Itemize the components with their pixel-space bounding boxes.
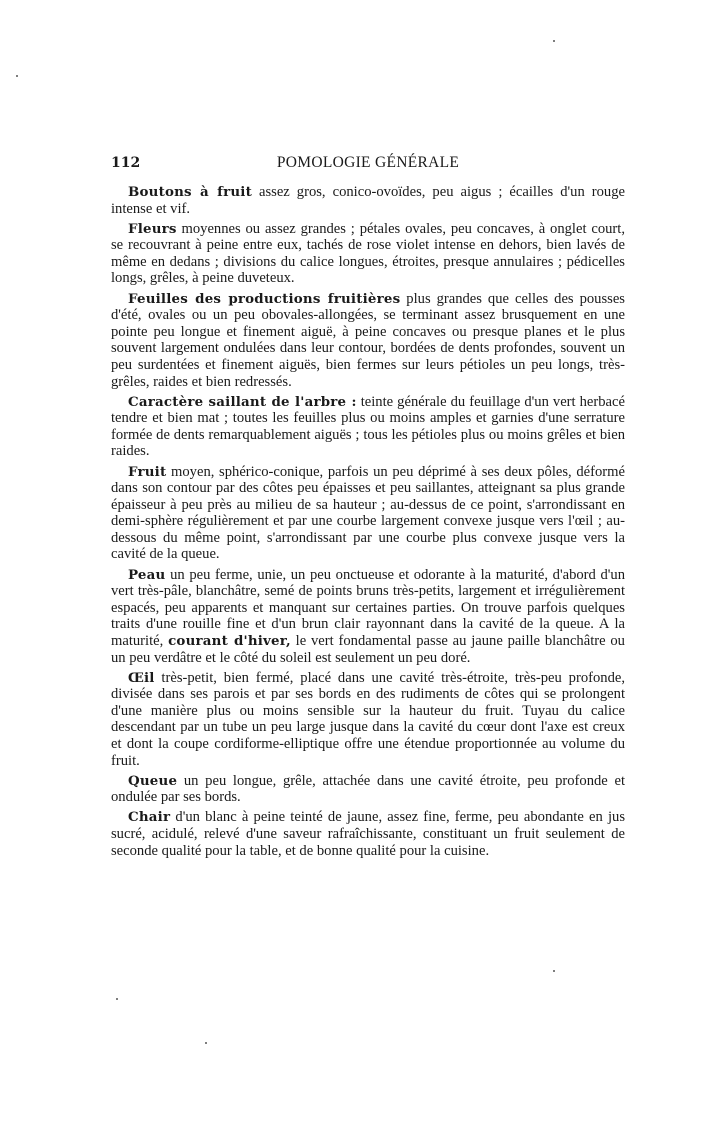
paragraph-fruit bbox=[111, 464, 625, 564]
paragraph-boutons-a-fruit bbox=[111, 184, 625, 217]
paragraph-text: très-petit, bien fermé, placé dans une cavité très-étroite, très-peu profonde, divisée dans ses parois et par ses bords en des rudiments de côtes qui se prolongent d'une manière plus ou moins sensible sur la hauteur du fruit. Tuyau du calice descendant par un tube un peu large jusque dans la cavité du cœur dont l'axe est creux et dont la coupe cordiforme-elliptique offre une étendue proportionnée au volume du fruit. bbox=[111, 669, 625, 769]
paragraph-feuilles bbox=[111, 291, 625, 391]
paragraph-chair bbox=[111, 809, 625, 859]
scan-speck bbox=[553, 970, 555, 972]
paragraph-text: moyen, sphérico-conique, parfois un peu déprimé à ses deux pôles, déformé dans son contour par des côtes peu épaisses et peu saillantes, atteignant sa plus grande épaisseur à peu près au milieu de sa hauteur ; au-dessus de ce point, s'arrondissant en demi-sphère régulièrement et par une courbe largement convexe jusque vers l'œil ; au-dessous du même point, s'arrondissant par une courbe plus convexe jusque vers la cavité de la queue. bbox=[111, 463, 625, 563]
paragraph-oeil bbox=[111, 670, 625, 770]
paragraph-text: plus grandes que celles des pousses d'été, ovales ou un peu obovales-allongées, se terminant assez brusquement en une pointe peu longue et finement aiguë, à peine concaves ou presque planes et le plus souvent largement ondulées dans leur contour, bordées de dents profondes, souvent un peu surdentées et finement aiguës, bien fermes sur leurs pétioles un peu longs, très-grêles, raides et bien redressés. bbox=[111, 290, 625, 390]
paragraph-lead: Fruit bbox=[128, 463, 167, 480]
paragraph-text: teinte générale du feuillage d'un vert herbacé tendre et bien mat ; toutes les feuilles plus ou moins amples et garnies d'une serrature formée de dents remarquablement aiguës ; tous les pétioles plus ou moins grêles et bien raides. bbox=[111, 393, 625, 460]
paragraph-peau bbox=[111, 567, 625, 667]
paragraph-text: un peu ferme, unie, un peu onctueuse et odorante à la maturité, d'abord d'un vert très-pâle, blanchâtre, semé de points bruns très-petits, largement et irrégulièrement espacés, peu apparents et manquant sur certaines parties. On trouve parfois quelques traits d'une rouille fine et d'un brun clair rayonnant dans la cavité de la queue. A la maturité, bbox=[111, 566, 625, 649]
paragraph-lead: Chair bbox=[128, 809, 171, 826]
paragraph-lead: Queue bbox=[128, 772, 178, 789]
paragraph-fleurs bbox=[111, 221, 625, 287]
scan-speck bbox=[553, 40, 555, 42]
scan-speck bbox=[205, 1042, 207, 1044]
paragraph-text-continued: le vert fondamental passe au jaune paille blanchâtre ou un peu verdâtre et le côté du soleil est seulement un peu doré. bbox=[111, 632, 625, 666]
running-head bbox=[111, 153, 625, 173]
paragraph-lead: Caractère saillant de l'arbre : bbox=[128, 393, 357, 410]
paragraph-lead: Œil bbox=[128, 669, 155, 686]
inline-bold-term: courant d'hiver, bbox=[168, 632, 291, 649]
paragraph-text: d'un blanc à peine teinté de jaune, assez fine, ferme, peu abondante en jus sucré, acidulé, relevé d'une saveur rafraîchissante, constituant un fruit seulement de seconde qualité pour la table, et de bonne qualité pour la cuisine. bbox=[111, 809, 625, 859]
paragraph-queue bbox=[111, 773, 625, 806]
paragraph-text: moyennes ou assez grandes ; pétales ovales, peu concaves, à onglet court, se recouvrant à peine entre eux, tachés de rose violet intense en dehors, bien lavés de même en dedans ; divisions du calice longues, étroites, presque annulaires ; pédicelles longs, grêles, à peine duveteux. bbox=[111, 220, 625, 287]
paragraph-lead: Feuilles des productions fruitières bbox=[128, 290, 401, 307]
scan-speck bbox=[16, 75, 18, 77]
paragraph-text: un peu longue, grêle, attachée dans une cavité étroite, peu profonde et ondulée par ses bords. bbox=[111, 772, 625, 806]
page-number: 112 bbox=[111, 155, 141, 171]
paragraph-text: assez gros, conico-ovoïdes, peu aigus ; écailles d'un rouge intense et vif. bbox=[111, 184, 625, 217]
paragraph-lead: Boutons à fruit bbox=[128, 184, 252, 200]
book-page bbox=[111, 153, 625, 863]
paragraph-caractere bbox=[111, 394, 625, 460]
running-title: POMOLOGIE GÉNÉRALE bbox=[276, 154, 460, 171]
paragraph-lead: Fleurs bbox=[128, 220, 177, 237]
scan-speck bbox=[116, 998, 118, 1000]
paragraph-lead: Peau bbox=[128, 566, 166, 583]
